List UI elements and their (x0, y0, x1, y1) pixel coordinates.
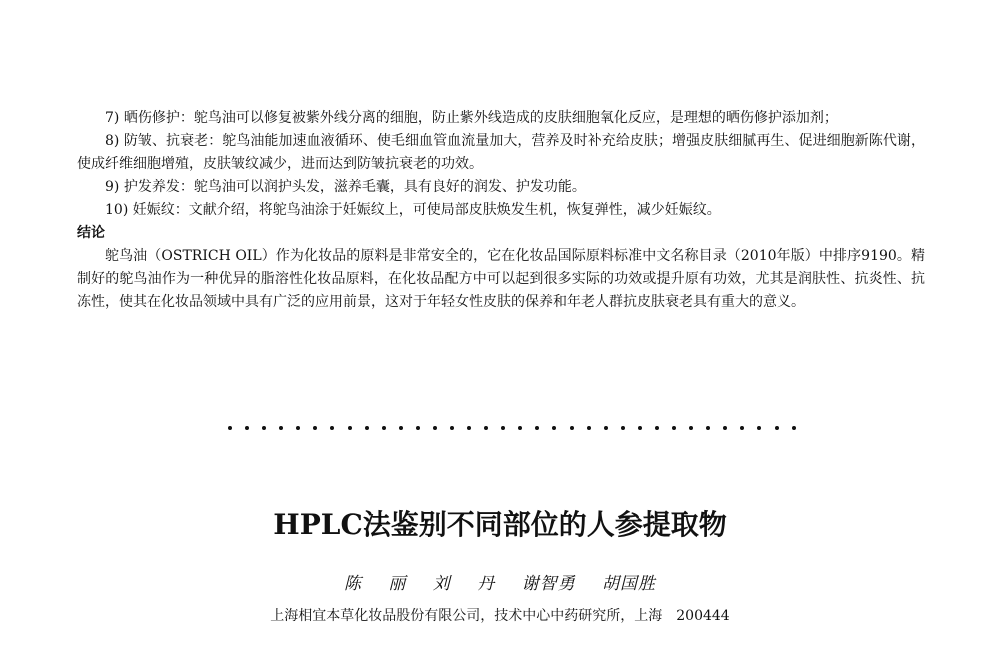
divider-dot (313, 426, 317, 430)
divider-dot (638, 426, 642, 430)
divider-dot (467, 426, 471, 430)
divider-dot (792, 426, 796, 430)
article-authors: 陈 丽 刘 丹 谢智勇 胡国胜 (343, 574, 657, 594)
divider-dot (672, 426, 676, 430)
divider-dot (365, 426, 369, 430)
divider-dot (621, 426, 625, 430)
divider-dot (689, 426, 693, 430)
divider-dot (604, 426, 608, 430)
divider-dot (740, 426, 744, 430)
divider-dot (330, 426, 334, 430)
divider-dot (535, 426, 539, 430)
divider-dot (416, 426, 420, 430)
divider-dot (501, 426, 505, 430)
paragraph-sunburn-repair: 7) 晒伤修护：鸵鸟油可以修复被紫外线分离的细胞，防止紫外线造成的皮肤细胞氧化反应，是理想的晒伤修护添加剂； (105, 110, 838, 126)
conclusion-paragraph: 鸵鸟油（OSTRICH OIL）作为化妆品的原料是非常安全的，它在化妆品国际原料标准中文名称目录（2010年版）中排序9190。精制好的鸵鸟油作为一种优异的脂溶性化妆品原料，在化妆品配方中可以起到很多实际的功效或提升原有功效，尤其是润肤性、抗炎性、抗冻性，使其在化妆品领域中具有广泛的应用前景，这对于年轻女性皮肤的保养和年老人群抗皮肤衰老具有重大的意义。 (77, 248, 925, 310)
paragraph-anti-aging: 8) 防皱、抗衰老：鸵鸟油能加速血液循环、使毛细血管血流量加大，营养及时补充给皮肤；增强皮肤细腻再生、促进细胞新陈代谢，使成纤维细胞增殖，皮肤皱纹减少，进而达到防皱抗衰老的功效。 (77, 133, 925, 172)
divider-dot (706, 426, 710, 430)
divider-dot (518, 426, 522, 430)
divider-dot (484, 426, 488, 430)
divider-dot (570, 426, 574, 430)
body-text (77, 107, 925, 314)
article-title: HPLC法鉴别不同部位的人参提取物 (273, 508, 727, 541)
article-affiliation: 上海相宜本草化妆品股份有限公司，技术中心中药研究所，上海 200444 (270, 608, 730, 624)
divider-dot (450, 426, 454, 430)
divider-dot (279, 426, 283, 430)
divider-dot (723, 426, 727, 430)
conclusion-heading: 结论 (77, 225, 105, 241)
divider-dot (399, 426, 403, 430)
divider-dot (228, 426, 232, 430)
divider-dot (296, 426, 300, 430)
divider-dot (655, 426, 659, 430)
divider-dot (552, 426, 556, 430)
dotted-divider (228, 420, 796, 436)
divider-dot (262, 426, 266, 430)
divider-dot (382, 426, 386, 430)
divider-dot (433, 426, 437, 430)
paragraph-hair-care: 9) 护发养发：鸵鸟油可以润护头发，滋养毛囊，具有良好的润发、护发功能。 (105, 179, 586, 195)
divider-dot (245, 426, 249, 430)
divider-dot (757, 426, 761, 430)
divider-dot (587, 426, 591, 430)
divider-dot (775, 426, 779, 430)
divider-dot (348, 426, 352, 430)
paragraph-stretch-marks: 10) 妊娠纹：文献介绍，将鸵鸟油涂于妊娠纹上，可使局部皮肤焕发生机，恢复弹性，减少妊娠纹。 (105, 202, 721, 218)
